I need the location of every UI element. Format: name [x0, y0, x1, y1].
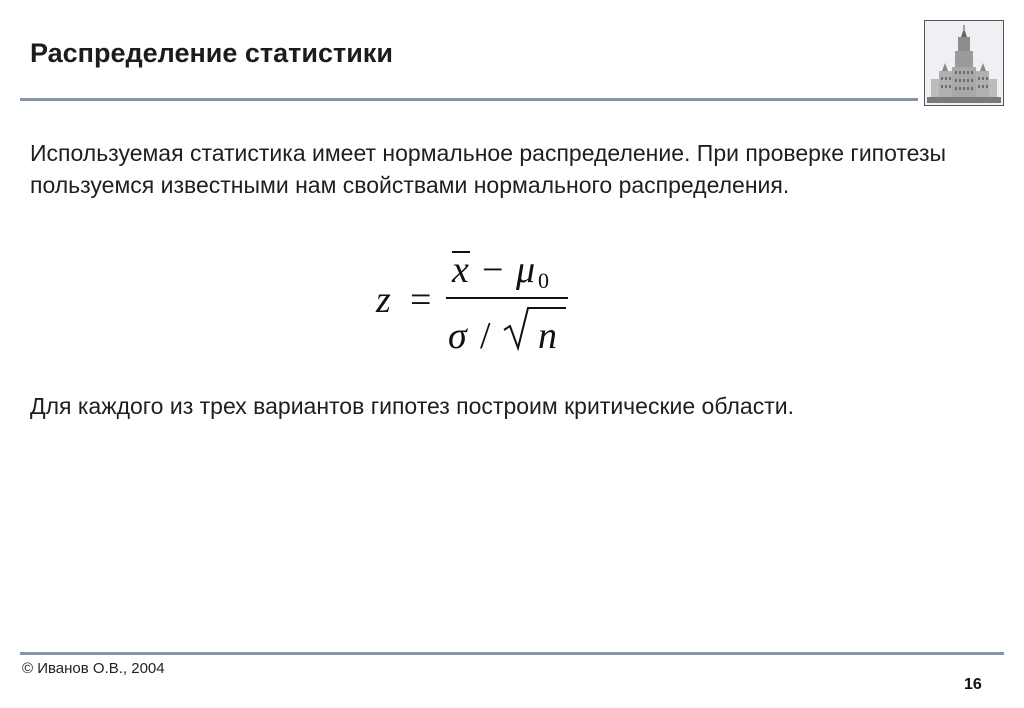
z-statistic-formula: [370, 242, 580, 357]
page-number: 16: [964, 676, 982, 693]
university-building-icon: [924, 20, 1004, 106]
formula-n: n: [538, 315, 557, 357]
intro-paragraph: Используемая статистика имеет нормальное распределение. При проверке гипотезы пользуемся известными нам свойствами нормального распределения.: [30, 140, 947, 198]
formula-x: x: [452, 249, 469, 291]
formula-mu: μ: [516, 249, 536, 291]
formula-slash: /: [480, 315, 491, 357]
formula-equals: =: [410, 279, 432, 321]
formula-sigma: σ: [448, 315, 467, 357]
footer-divider: [20, 652, 1004, 655]
copyright-text: © Иванов О.В., 2004: [22, 660, 165, 677]
formula-mu-subscript: 0: [538, 268, 549, 293]
formula-minus: −: [482, 249, 504, 291]
header-divider: [20, 98, 918, 101]
slide-title: Распределение статистики: [30, 38, 393, 68]
conclusion-paragraph: Для каждого из трех вариантов гипотез построим критические области.: [30, 393, 794, 419]
formula-lhs: z: [376, 279, 391, 321]
